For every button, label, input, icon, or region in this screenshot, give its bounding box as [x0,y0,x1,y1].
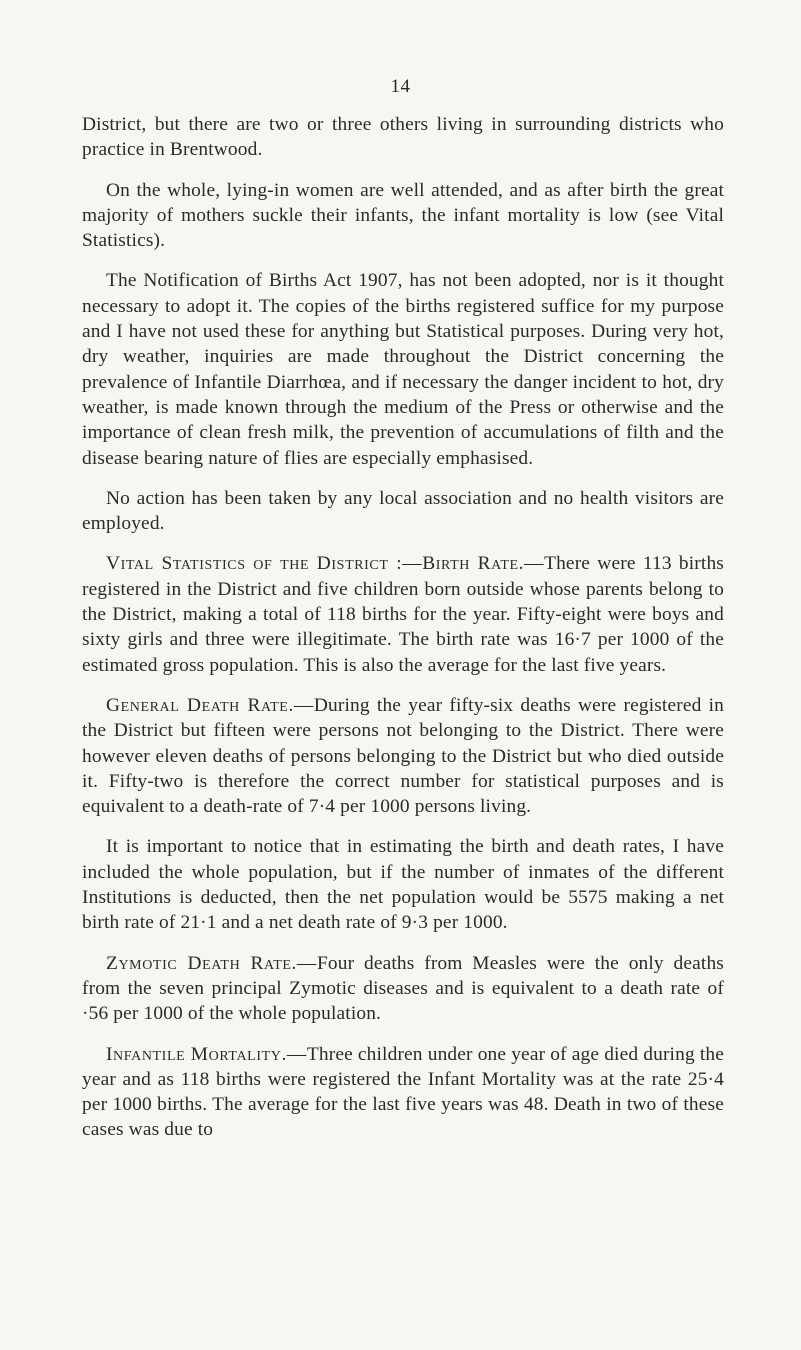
paragraph-vital-statistics-birth-rate [82,551,724,677]
paragraph-text: Three children under one year of age died during the year and as 118 births were registered the Infant Mortality was at the rate 25·4 per 1000 births. The average for the last five years was 48. Death in two of these cases was due to [82,1043,724,1141]
paragraph-text: No action has been taken by any local association and no health visitors are employed. [82,487,724,535]
paragraph-midwives-continued [82,112,724,163]
paragraph-notification-of-births [82,268,724,470]
paragraph-local-association [82,486,724,537]
paragraph-net-population [82,834,724,935]
paragraph-zymotic-death-rate [82,951,724,1027]
paragraph-text: It is important to notice that in estimating the birth and death rates, I have included the whole population, but if the number of inmates of the different Institutions is deducted, then the net population would be 5575 making a net birth rate of 21·1 and a net death rate of 9·3 per 1000. [82,836,724,934]
paragraph-text: District, but there are two or three others living in surrounding districts who practice in Brentwood. [82,114,724,161]
section-heading: Vital Statistics of the District :—Birth Rate.— [106,553,545,575]
paragraph-text: Four deaths from Measles were the only deaths from the seven principal Zymotic diseases and is equivalent to a death rate of ·56 per 1000 of the whole population. [82,952,724,1025]
paragraph-text: There were 113 births registered in the District and five children born outside whose parents belong to the District, making a total of 118 births for the year. Fifty-eight were boys and sixty girls and three were illegitimate. The birth rate was 16·7 per 1000 of the estimated gross population. This is also the average for the last five years. [82,553,724,676]
paragraph-text: The Notification of Births Act 1907, has not been adopted, nor is it thought necessary to adopt it. The copies of the births registered suffice for my purpose and I have not used these for anything but Statistical purposes. During very hot, dry weather, inquiries are made throughout the District concerning the prevalence of Infantile Diarrhœa, and if necessary the danger incident to hot, dry weather, is made known through the medium of the Press or otherwise and the importance of clean fresh milk, the prevention of accumulations of filth and the disease bearing nature of flies are especially emphasised. [82,270,724,469]
document-body [82,112,724,1158]
paragraph-lying-in-women [82,178,724,254]
paragraph-general-death-rate [82,693,724,819]
section-heading: General Death Rate.— [106,694,314,716]
section-heading: Zymotic Death Rate.— [106,952,317,974]
page-number: 14 [390,76,411,97]
paragraph-text: During the year fifty-six deaths were registered in the District but fifteen were persons not belonging to the District. There were however eleven deaths of persons belonging to the District but who died outside it. Fifty-two is therefore the correct number for statistical purposes and is equivalent to a death-rate of 7·4 per 1000 persons living. [82,694,724,818]
paragraph-text: On the whole, lying-in women are well attended, and as after birth the great majority of mothers suckle their infants, the infant mortality is low (see Vital Statistics). [82,179,724,252]
section-heading: Infantile Mortality.— [106,1043,307,1065]
paragraph-infantile-mortality [82,1042,724,1143]
